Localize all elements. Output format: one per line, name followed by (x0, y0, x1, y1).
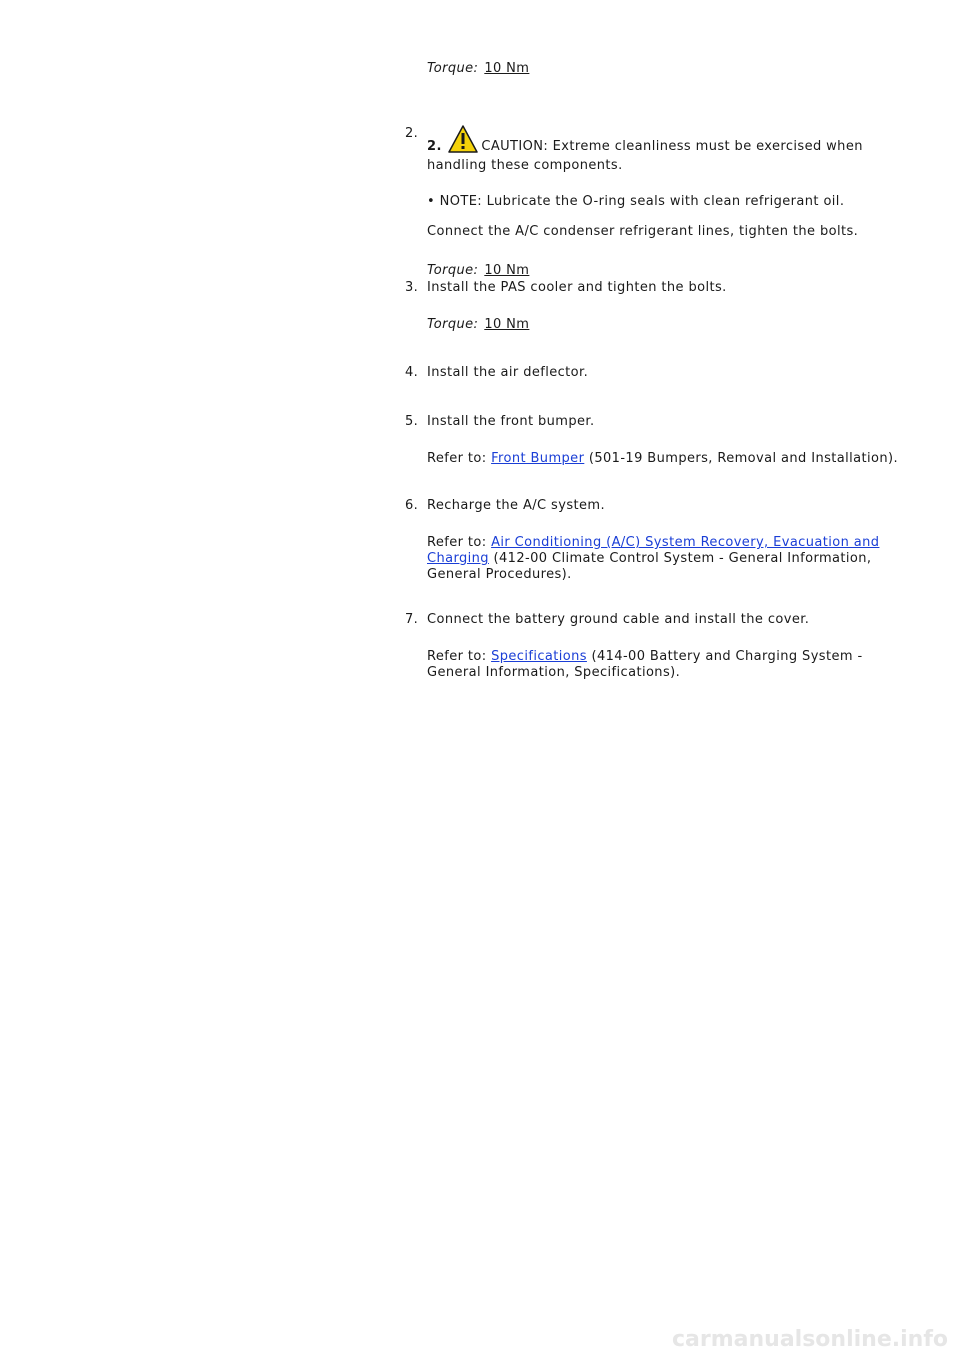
torque-value: 10 Nm (484, 317, 530, 332)
refer-to-line2: General Information, Specifications). (427, 665, 681, 680)
instruction-text: Install the air deflector. (427, 365, 589, 380)
front-bumper-link[interactable]: Front Bumper (491, 451, 585, 466)
caution-text-line1: CAUTION: Extreme cleanliness must be exercised when (481, 139, 863, 154)
step-body (427, 280, 897, 333)
step-number: 7. (405, 612, 419, 627)
refer-suffix: (412-00 Climate Control System - General Information, (493, 551, 872, 566)
step-body (427, 125, 897, 279)
torque-label: Torque: (427, 61, 479, 76)
step-body (427, 365, 897, 381)
refer-to-line3: General Procedures). (427, 567, 572, 582)
torque-label: Torque: (427, 317, 479, 332)
torque-spec (427, 263, 897, 279)
caution-step-number: 2. (427, 139, 442, 154)
step-body (427, 612, 897, 681)
refer-to-line1 (427, 535, 897, 551)
torque-spec (427, 317, 897, 333)
torque-value: 10 Nm (484, 263, 530, 278)
step-number: 6. (405, 498, 419, 513)
ac-system-recovery-link-cont[interactable]: Charging (427, 551, 489, 566)
refer-suffix: (501-19 Bumpers, Removal and Installation). (588, 451, 899, 466)
step-body (427, 414, 907, 467)
refer-prefix: Refer to: (427, 451, 487, 466)
caution-text-line2: handling these components. (427, 158, 623, 173)
caution-notice (427, 125, 897, 158)
refer-to (427, 451, 907, 467)
instruction-text: Recharge the A/C system. (427, 498, 605, 513)
watermark: carmanualsonline.info (672, 1327, 948, 1352)
ac-system-recovery-link[interactable]: Air Conditioning (A/C) System Recovery, Evacuation and (491, 535, 880, 550)
step-number: 3. (405, 280, 419, 295)
instruction-text: Install the PAS cooler and tighten the bolts. (427, 280, 727, 295)
specifications-link[interactable]: Specifications (491, 649, 587, 664)
refer-prefix: Refer to: (427, 535, 487, 550)
instruction-text: Install the front bumper. (427, 414, 595, 429)
torque-value: 10 Nm (484, 61, 530, 76)
instruction-text: Connect the battery ground cable and install the cover. (427, 612, 810, 627)
step-number: 2. (405, 126, 419, 141)
step-body (427, 498, 897, 583)
step-number: 4. (405, 365, 419, 380)
instruction-text: Connect the A/C condenser refrigerant lines, tighten the bolts. (427, 224, 859, 239)
step-number: 5. (405, 414, 419, 429)
refer-prefix: Refer to: (427, 649, 487, 664)
refer-to-line1 (427, 649, 897, 665)
note-text: • NOTE: Lubricate the O-ring seals with clean refrigerant oil. (427, 194, 845, 209)
refer-to-line2 (427, 551, 897, 567)
warning-triangle-icon (448, 125, 478, 158)
refer-suffix: (414-00 Battery and Charging System - (591, 649, 863, 664)
torque-label: Torque: (427, 263, 479, 278)
torque-spec-top (427, 61, 529, 77)
